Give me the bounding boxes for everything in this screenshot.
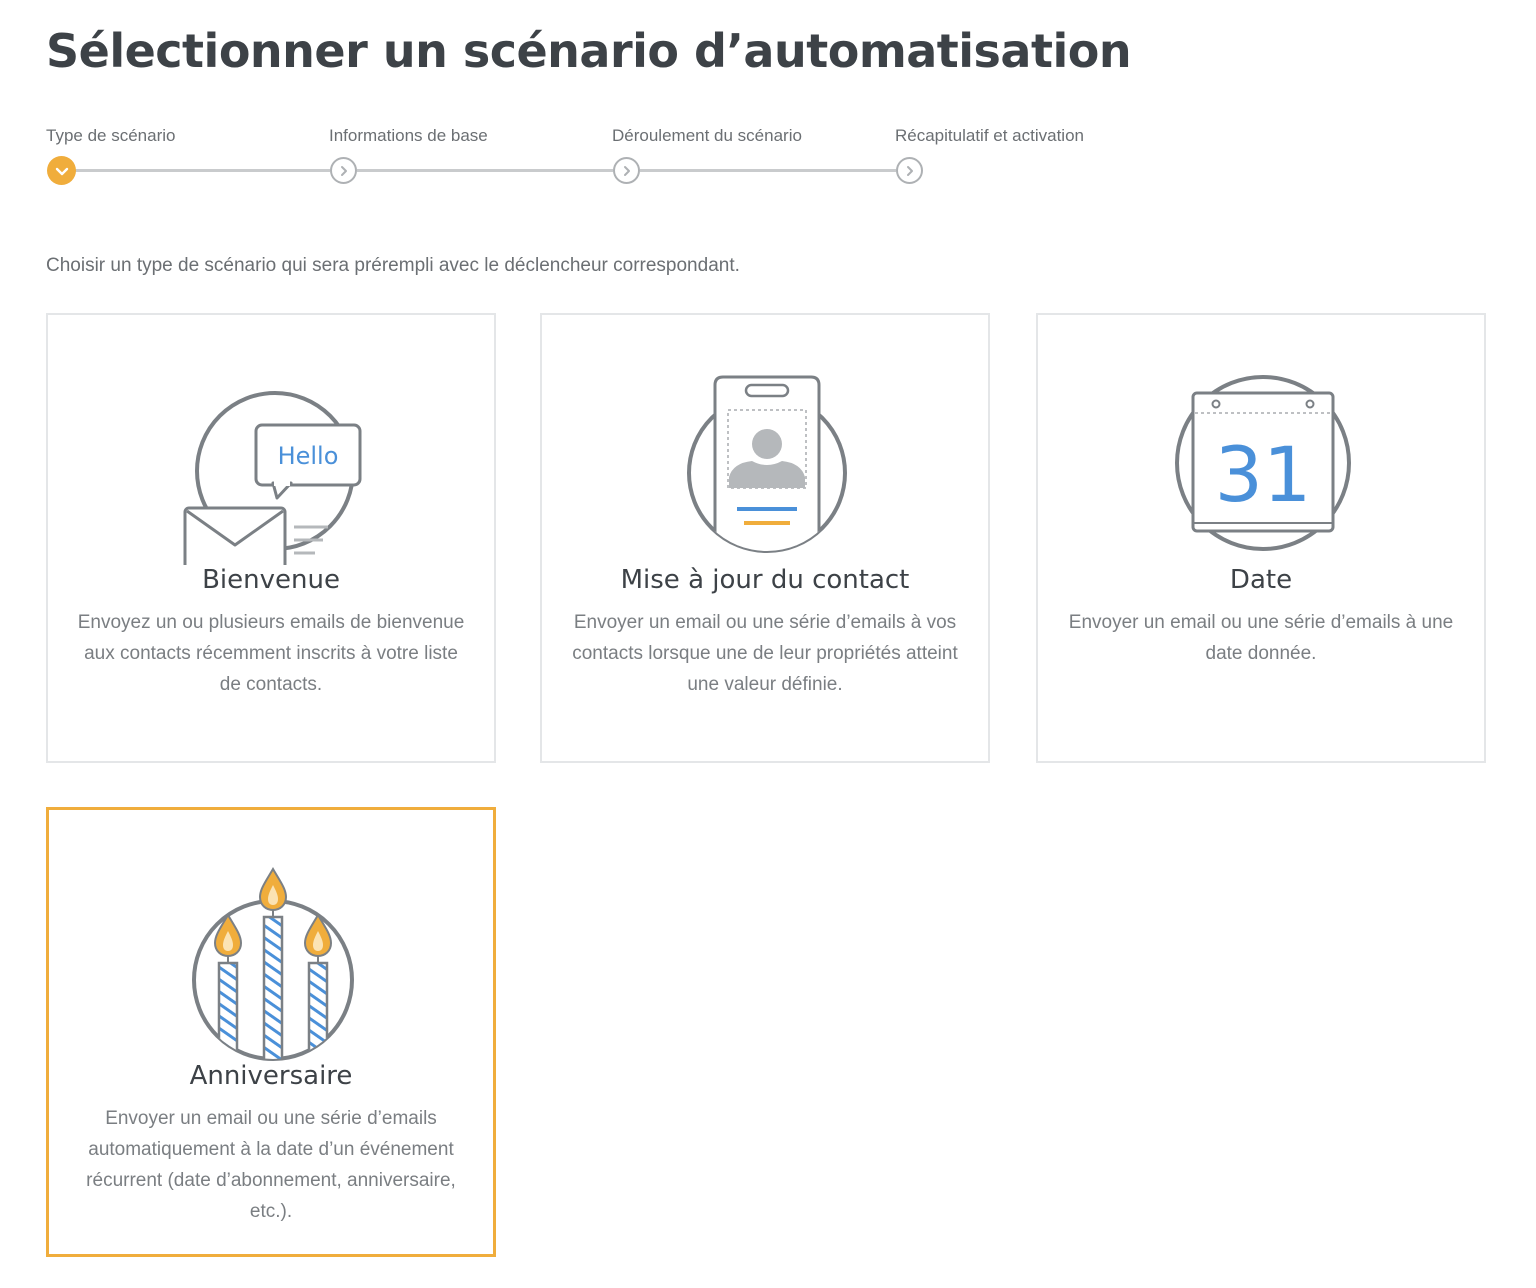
- svg-text:Hello: Hello: [277, 442, 339, 470]
- welcome-hello-envelope-icon: [163, 365, 383, 565]
- step-connector: [357, 169, 613, 172]
- card-title: Bienvenue: [202, 565, 340, 595]
- step-connector: [74, 169, 330, 172]
- svg-text:31: 31: [1214, 430, 1312, 519]
- card-title: Anniversaire: [189, 1061, 353, 1091]
- calendar-icon: [1153, 365, 1373, 565]
- page-title: Sélectionner un scénario d’automatisation: [46, 24, 1132, 78]
- scenario-card-anniversary[interactable]: [46, 807, 496, 1257]
- progress-stepper: [0, 120, 1200, 200]
- step-label-type[interactable]: Type de scénario: [46, 126, 176, 145]
- step-label-flow[interactable]: Déroulement du scénario: [612, 126, 802, 145]
- step-connector: [640, 169, 896, 172]
- step-2-chevron-right-icon[interactable]: [330, 157, 357, 184]
- contact-badge-icon: [657, 365, 877, 565]
- scenario-card-welcome[interactable]: [46, 313, 496, 763]
- step-label-summary[interactable]: Récapitulatif et activation: [895, 126, 1084, 145]
- step-label-basic-info[interactable]: Informations de base: [329, 126, 488, 145]
- scenario-card-contact-update[interactable]: [540, 313, 990, 763]
- intro-text: Choisir un type de scénario qui sera prérempli avec le déclencheur correspondant.: [46, 255, 740, 276]
- card-title: Mise à jour du contact: [620, 565, 910, 595]
- scenario-card-date[interactable]: [1036, 313, 1486, 763]
- step-1-check-icon[interactable]: [47, 156, 76, 185]
- card-description: Envoyer un email ou une série d’emails à vos contacts lorsque une de leur propriétés atteint une valeur définie.: [572, 612, 958, 695]
- birthday-candles-icon: [163, 865, 383, 1065]
- step-3-chevron-right-icon[interactable]: [613, 157, 640, 184]
- card-description: Envoyez un ou plusieurs emails de bienvenue aux contacts récemment inscrits à votre liste de contacts.: [77, 612, 465, 695]
- card-title: Date: [1229, 565, 1293, 595]
- step-4-chevron-right-icon[interactable]: [896, 157, 923, 184]
- card-description: Envoyer un email ou une série d’emails à une date donnée.: [1068, 612, 1454, 664]
- card-description: Envoyer un email ou une série d’emails automatiquement à la date d’un événement récurrent (date d’abonnement, anniversaire, etc.).: [86, 1108, 456, 1222]
